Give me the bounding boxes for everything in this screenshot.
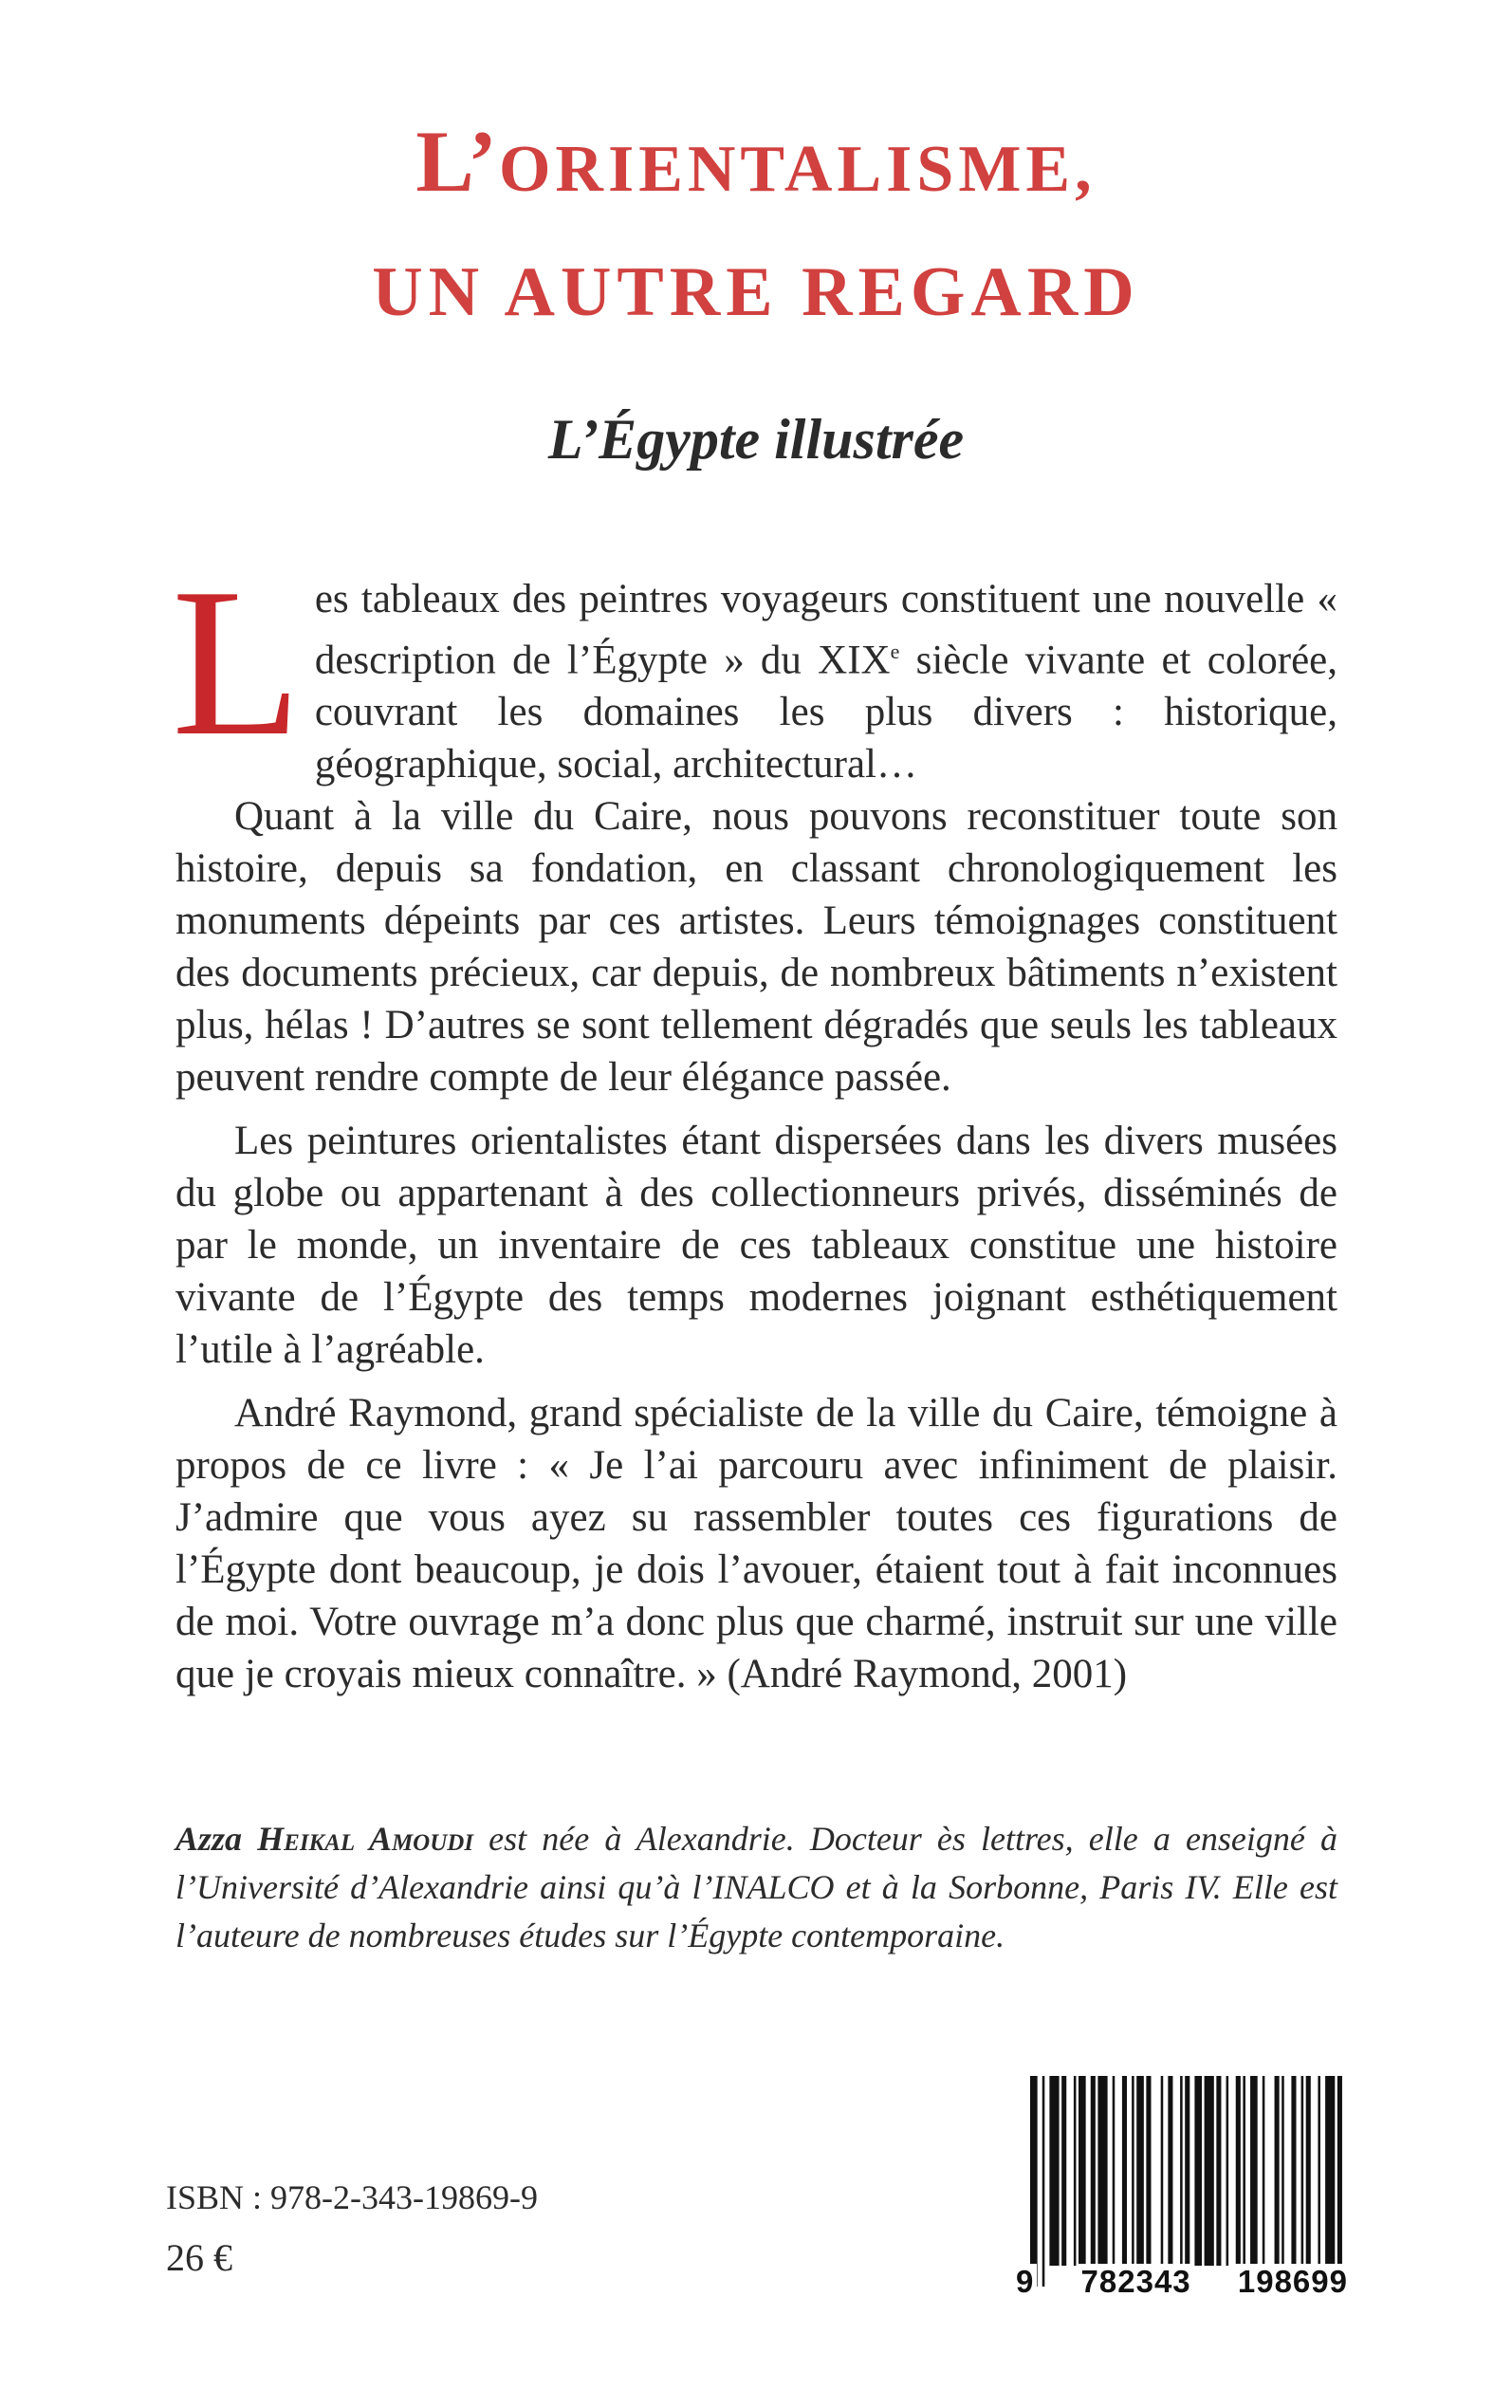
barcode-bar [1236,2076,1241,2266]
barcode-bar [1074,2076,1077,2266]
author-first-name: Azza [175,1820,243,1858]
barcode-bar [1091,2076,1096,2266]
barcode-bar [1122,2076,1127,2266]
barcode-bar [1282,2076,1284,2266]
barcode-bar [1030,2076,1038,2287]
author-bio-text: est née à Alexandrie. Docteur ès lettres, elle a enseigné à l’Université d’Alexandrie ainsi qu’à l’INALCO et à la Sorbonne, Paris IV. Elle est l’auteure de nombreuses études sur l’Égypte contemporaine. [175,1820,1338,1954]
barcode-digits-left: 782343 [1079,2264,1194,2304]
paragraph-4: André Raymond, grand spécialiste de la ville du Caire, témoigne à propos de ce livre : « Je l’ai parcouru avec infiniment de plaisir. J’admire que vous ayez su rassembler toutes ces figurations de l’Égypte dont beaucoup, je dois l’avouer, étaient tout à fait inconnues de moi. Votre ouvrage m’a donc plus que charmé, instruit sur une ville que je croyais mieux connaître. » (André Raymond, 2001) [175,1391,1337,1697]
barcode-bar [1325,2076,1335,2266]
barcode-bars [1013,2076,1351,2290]
barcode-bar [1205,2076,1214,2266]
drop-cap: L [172,545,302,780]
book-title-line-2: UN AUTRE REGARD [372,253,1140,331]
barcode-bar [1337,2076,1342,2287]
barcode-bar [1263,2076,1265,2266]
isbn: ISBN : 978-2-343-19869-9 [166,2178,538,2216]
barcode-bar [1306,2076,1311,2266]
barcode-bar [1136,2076,1144,2266]
barcode-bar [1318,2076,1320,2266]
book-subtitle: L’Égypte illustrée [547,408,965,471]
price: 26 € [166,2236,232,2279]
barcode-digits [1013,2264,1351,2304]
superscript: e [890,639,900,663]
barcode-bar [1061,2076,1066,2266]
back-cover-text [172,545,1338,1700]
paragraph-3: Les peintures orientalistes étant dispersées dans les divers musées du globe ou appartenant à des collectionneurs privés, disséminés de par le monde, un inventaire de ces tableaux constitue une histoire vivante de l’Égypte des temps modernes joignant esthétiquement l’utile à l’agréable. [175,1119,1337,1373]
barcode-bar [1042,2076,1045,2287]
barcode [1013,2076,1351,2313]
paragraph-2: Quant à la ville du Caire, nous pouvons reconstituer toute son histoire, depuis sa fondation, en classant chronologiquement les monuments dépeints par ces artistes. Leurs témoignages constituent des documents précieux, car depuis, de nombreux bâtiments n’existent plus, hélas ! D’autres se sont tellement dégradés que seuls les tableaux peuvent rendre compte de leur élégance passée. [175,794,1337,1101]
barcode-bar [1216,2076,1221,2266]
barcode-bar [1301,2076,1304,2266]
barcode-bar [1185,2076,1189,2287]
paragraph-1-text-end: siècle vivante et colorée, couvrant les domaines les plus divers : historique, géographique, social, architectural… [314,638,1338,787]
barcode-bar [1132,2076,1134,2266]
author-surname: Heikal Amoudi [257,1820,474,1858]
author-bio [175,1815,1337,1960]
barcode-bar [1194,2076,1202,2266]
barcode-bar [1180,2076,1183,2287]
barcode-bar [1113,2076,1116,2266]
title-initial: L’ [415,113,499,210]
paragraph-1 [172,545,1338,790]
barcode-bar [1291,2076,1296,2266]
barcode-bar [1275,2076,1280,2266]
paragraph-1-text: es tableaux des peintres voyageurs constituent une nouvelle « description de l’Égypte » du XIX [314,577,1337,683]
barcode-digits-right: 198699 [1235,2264,1351,2304]
barcode-bar [1168,2076,1172,2266]
barcode-bar [1146,2076,1151,2266]
barcode-bar [1097,2076,1107,2266]
barcode-bar [1226,2076,1229,2266]
book-title-line-1 [0,114,1512,217]
barcode-bar [1079,2076,1086,2266]
barcode-bar [1250,2076,1258,2266]
barcode-bar [1243,2076,1245,2266]
barcode-bar [1049,2076,1059,2266]
title-word: ORIENTALISME, [498,133,1097,206]
barcode-digit-lead: 9 [1013,2264,1037,2304]
barcode-bar [1161,2076,1164,2266]
